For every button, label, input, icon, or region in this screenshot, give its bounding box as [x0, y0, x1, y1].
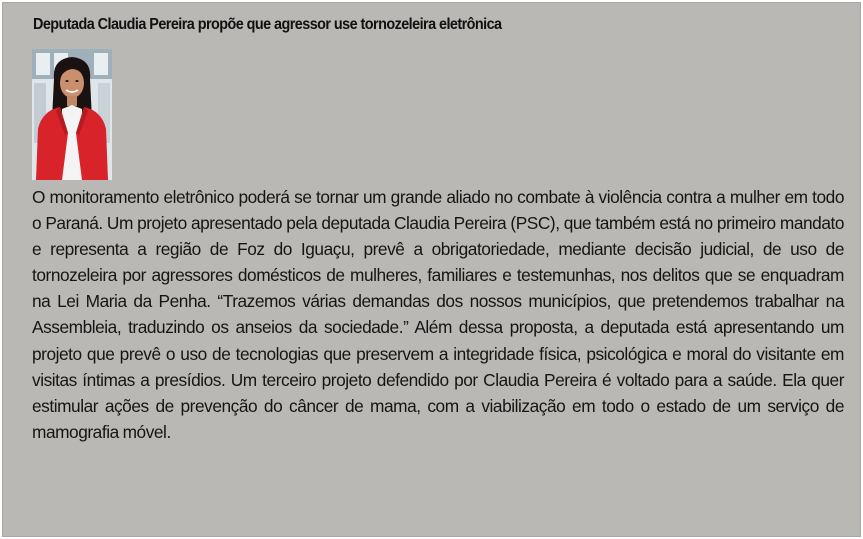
article-title: Deputada Claudia Pereira propõe que agressor use tornozeleira eletrônica — [33, 16, 502, 33]
article-body: O monitoramento eletrônico poderá se tornar um grande aliado no combate à violência contra a mulher em todo o Paraná. Um projeto apresentado pela deputada Claudia Pereira (PSC), que também está no primeiro mandato e representa a região de Foz do Iguaçu, prevê a obrigatoriedade, mediante decisão judicial, de uso de tornozeleira por agressores domésticos de mulheres, familiares e testemunhas, nos delitos que se enquadram na Lei Maria da Penha. “Trazemos várias demandas dos nossos municípios, que pretendemos trabalhar na Assembleia, traduzindo os anseios da sociedade.” Além dessa proposta, a deputada está apresentando um projeto que prevê o uso de tecnologias que preservem a integridade física, psicológica e moral do visitante em visitas íntimas a presídios. Um terceiro projeto defendido por Claudia Pereira é voltado para a saúde. Ela quer estimular ações de prevenção do câncer de mama, com a viabilização em todo o estado de um serviço de mamografia móvel. — [32, 187, 844, 442]
article-panel — [2, 2, 861, 537]
portrait-photo — [32, 49, 112, 180]
